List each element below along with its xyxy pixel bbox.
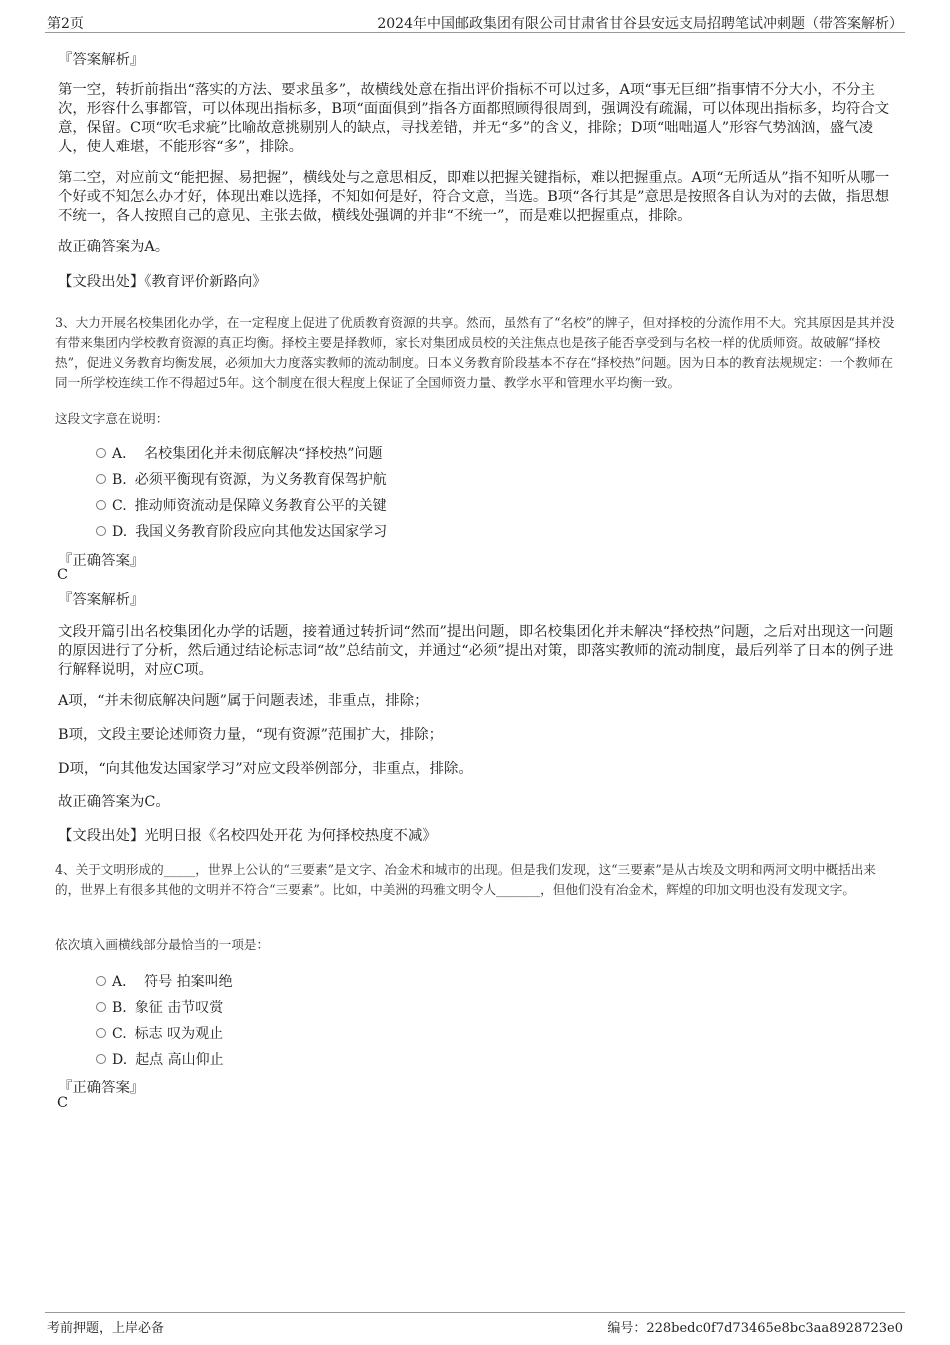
- document-title: 2024年中国邮政集团有限公司甘肃省甘谷县安远支局招聘笔试冲刺题（带答案解析）: [377, 16, 903, 32]
- q4-option-c[interactable]: C. 标志 叹为观止: [96, 1023, 223, 1043]
- q2-conclusion: 故正确答案为A。: [58, 239, 170, 255]
- q3-option-c[interactable]: C. 推动师资流动是保障义务教育公平的关键: [96, 495, 387, 515]
- q4-prompt: 依次填入画横线部分最恰当的一项是：: [55, 937, 270, 952]
- q3-explain-b: B项，文段主要论述师资力量，“现有资源”范围扩大，排除；: [58, 727, 444, 743]
- q3-answer-label: 『正确答案』: [58, 553, 145, 569]
- page-number: 第2页: [47, 16, 84, 32]
- q3-option-d[interactable]: D. 我国义务教育阶段应向其他发达国家学习: [96, 521, 387, 541]
- q4-stem: 4、关于文明形成的_____，世界上公认的“三要素”是文字、冶金术和城市的出现。但是我们发现，这“三要素”是从古埃及文明和两河文明中概括出来的，世界上有很多其他的文明并不符合“三要素”。比如，中美洲的玛雅文明令人_______，但他们没有冶金术，辉煌的印加文明也没有发现文字。: [55, 862, 876, 897]
- q3-explain-a: A项，“并未彻底解决问题”属于问题表述，非重点，排除；: [58, 693, 429, 709]
- page-header: [45, 12, 905, 33]
- q2-analysis-para1: 第一空，转折前指出“落实的方法、要求虽多”，故横线处意在指出评价指标不可以过多，A项“事无巨细”指事情不分大小，不分主次，形容什么事都管，可以体现出指标多，B项“面面俱到”指各方面都照顾得很周到，强调没有疏漏，可以体现出指标多，均符合文意，保留。C项“吹毛求疵”比喻故意挑剔别人的缺点，寻找差错，并无“多”的含义，排除；D项“咄咄逼人”形容气势汹汹，盛气凌人，使人难堪，不能形容“多”，排除。: [58, 82, 890, 155]
- q2-analysis-para2: 第二空，对应前文“能把握、易把握”，横线处与之意思相反，即难以把握关键指标，难以把握重点。A项“无所适从”指不知听从哪一个好或不知怎么办才好，体现出难以选择，不知如何是好，符合文意，当选。B项“各行其是”意思是按照各自认为对的去做，指思想不统一，各人按照自己的意见、主张去做，横线处强调的并非“不统一”，而是难以把握重点，排除。: [58, 170, 890, 224]
- q4-option-a[interactable]: A． 符号 拍案叫绝: [96, 971, 233, 991]
- document-id: 编号：228bedc0f7d73465e8bc3aa8928723e0: [607, 1321, 903, 1336]
- q3-option-a[interactable]: A． 名校集团化并未彻底解决“择校热”问题: [96, 443, 382, 463]
- footer-slogan: 考前押题，上岸必备: [47, 1321, 165, 1336]
- q3-prompt: 这段文字意在说明：: [55, 411, 169, 426]
- radio-icon[interactable]: [96, 474, 106, 484]
- q3-analysis-label: 『答案解析』: [58, 592, 145, 608]
- q3-stem: 3、大力开展名校集团化办学，在一定程度上促进了优质教育资源的共享。然而，虽然有了“名校”的牌子，但对择校的分流作用不大。究其原因是其并没有带来集团内学校教育资源的真正均衡。择校主要是择教师，家长对集团成员校的关注焦点也是孩子能否享受到与名校一样的优质师资。故破解“择校热”，促进义务教育均衡发展，必须加大力度落实教师的流动制度。日本义务教育阶段基本不存在“择校热”问题。因为日本的教育法规规定：一个教师在同一所学校连续工作不得超过5年。这个制度在很大程度上保证了全国师资力量、教学水平和管理水平均衡一致。: [55, 315, 895, 390]
- radio-icon[interactable]: [96, 526, 106, 536]
- radio-icon[interactable]: [96, 448, 106, 458]
- q2-source: 【文段出处】《教育评价新路向》: [58, 274, 267, 290]
- q3-explain-d: D项，“向其他发达国家学习”对应文段举例部分，非重点，排除。: [58, 761, 473, 777]
- q4-answer-label: 『正确答案』: [58, 1080, 145, 1096]
- q3-conclusion: 故正确答案为C。: [58, 794, 170, 810]
- q4-answer: C: [57, 1095, 69, 1111]
- q2-analysis-label: 『答案解析』: [58, 52, 145, 68]
- q3-answer: C: [57, 567, 69, 583]
- radio-icon[interactable]: [96, 1002, 106, 1012]
- page-footer: [45, 1312, 905, 1335]
- radio-icon[interactable]: [96, 1028, 106, 1038]
- q3-source: 【文段出处】光明日报《名校四处开花 为何择校热度不减》: [58, 828, 437, 844]
- radio-icon[interactable]: [96, 1054, 106, 1064]
- radio-icon[interactable]: [96, 976, 106, 986]
- q3-option-b[interactable]: B. 必须平衡现有资源，为义务教育保驾护航: [96, 469, 387, 489]
- q4-option-b[interactable]: B. 象征 击节叹赏: [96, 997, 223, 1017]
- q3-analysis: 文段开篇引出名校集团化办学的话题，接着通过转折词“然而”提出问题，即名校集团化并未解决“择校热”问题，之后对出现这一问题的原因进行了分析，然后通过结论标志词“故”总结前文，并通过“必须”提出对策，即落实教师的流动制度，最后列举了日本的例子进行解释说明，对应C项。: [58, 624, 894, 678]
- radio-icon[interactable]: [96, 500, 106, 510]
- q4-option-d[interactable]: D. 起点 高山仰止: [96, 1049, 224, 1069]
